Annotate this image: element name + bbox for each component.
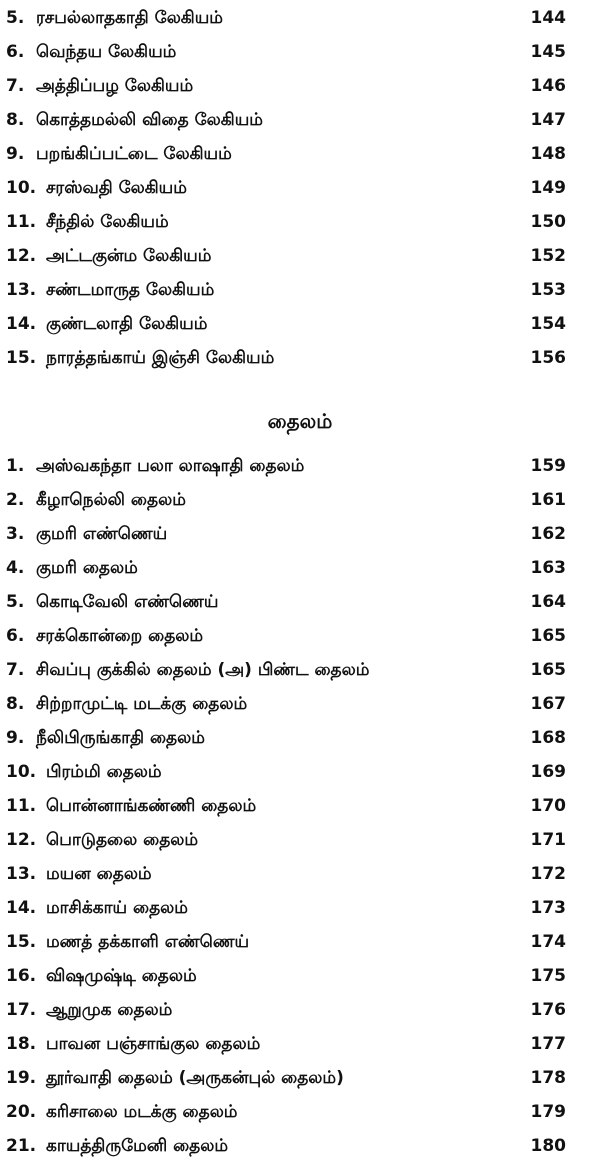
entry-number: 10. — [6, 762, 37, 782]
entry-page-number: 171 — [530, 830, 566, 850]
entry-number: 17. — [6, 1000, 37, 1020]
entry-number: 19. — [6, 1068, 37, 1088]
toc-entry — [0, 755, 600, 789]
toc-entry — [0, 925, 600, 959]
entry-number: 5. — [6, 8, 25, 28]
entry-number: 8. — [6, 694, 25, 714]
entry-number: 12. — [6, 246, 37, 266]
entry-title: வெந்தய லேகியம் — [36, 42, 177, 62]
entry-title: சரக்கொன்றை தைலம் — [36, 626, 204, 646]
entry-title: பொடுதலை தைலம் — [46, 830, 199, 850]
entry-title: பாவன பஞ்சாங்குல தைலம் — [46, 1034, 261, 1054]
entry-number: 21. — [6, 1136, 37, 1156]
entry-number: 9. — [6, 144, 25, 164]
entry-page-number: 174 — [530, 932, 566, 952]
entry-title: விஷமுஷ்டி தைலம் — [46, 966, 197, 986]
entry-number: 13. — [6, 280, 37, 300]
entry-title: சண்டமாருத லேகியம் — [46, 280, 215, 300]
toc-entry — [0, 69, 600, 103]
lehiyam-list — [0, 1, 600, 375]
entry-title: சீந்தில் லேகியம் — [46, 212, 169, 232]
entry-page-number: 164 — [530, 592, 566, 612]
entry-title: கரிசாலை மடக்கு தைலம் — [46, 1102, 238, 1122]
entry-page-number: 165 — [530, 626, 566, 646]
entry-number: 10. — [6, 178, 37, 198]
entry-page-number: 149 — [530, 178, 566, 198]
entry-title: கொத்தமல்லி விதை லேகியம் — [36, 110, 263, 130]
entry-title: குமரி எண்ணெய் — [36, 524, 168, 544]
entry-number: 14. — [6, 898, 37, 918]
entry-page-number: 175 — [530, 966, 566, 986]
entry-title: பொன்னாங்கண்ணி தைலம் — [46, 796, 257, 816]
entry-title: அஸ்வகந்தா பலா லாஷாதி தைலம் — [36, 456, 305, 476]
entry-number: 11. — [6, 212, 37, 232]
toc-entry — [0, 721, 600, 755]
entry-number: 6. — [6, 626, 25, 646]
entry-number: 2. — [6, 490, 25, 510]
toc-entry — [0, 137, 600, 171]
entry-page-number: 176 — [530, 1000, 566, 1020]
entry-title: சிவப்பு குக்கில் தைலம் (அ) பிண்ட தைலம் — [36, 660, 370, 680]
toc-entry — [0, 341, 600, 375]
entry-number: 11. — [6, 796, 37, 816]
entry-page-number: 150 — [530, 212, 566, 232]
entry-title: காயத்திருமேனி தைலம் — [46, 1136, 229, 1156]
toc-entry — [0, 789, 600, 823]
toc-entry — [0, 653, 600, 687]
toc-entry — [0, 1, 600, 35]
entry-number: 15. — [6, 348, 37, 368]
entry-number: 6. — [6, 42, 25, 62]
entry-title: பிரம்மி தைலம் — [46, 762, 162, 782]
toc-entry — [0, 1129, 600, 1163]
toc-entry — [0, 35, 600, 69]
entry-page-number: 180 — [530, 1136, 566, 1156]
entry-number: 5. — [6, 592, 25, 612]
entry-title: மணத் தக்காளி எண்ணெய் — [46, 932, 250, 952]
toc-entry — [0, 103, 600, 137]
entry-title: குமரி தைலம் — [36, 558, 138, 578]
toc-entry — [0, 959, 600, 993]
entry-number: 12. — [6, 830, 37, 850]
entry-number: 4. — [6, 558, 25, 578]
entry-title: நீலிபிருங்காதி தைலம் — [36, 728, 205, 748]
entry-title: பறங்கிப்பட்டை லேகியம் — [36, 144, 232, 164]
toc-entry — [0, 1095, 600, 1129]
entry-page-number: 148 — [530, 144, 566, 164]
toc-entry — [0, 449, 600, 483]
entry-page-number: 152 — [530, 246, 566, 266]
entry-number: 15. — [6, 932, 37, 952]
entry-number: 20. — [6, 1102, 37, 1122]
entry-number: 16. — [6, 966, 37, 986]
toc-entry — [0, 993, 600, 1027]
entry-page-number: 146 — [530, 76, 566, 96]
entry-number: 7. — [6, 76, 25, 96]
entry-number: 18. — [6, 1034, 37, 1054]
entry-page-number: 159 — [530, 456, 566, 476]
entry-page-number: 156 — [530, 348, 566, 368]
entry-number: 14. — [6, 314, 37, 334]
entry-title: ஆறுமுக தைலம் — [46, 1000, 173, 1020]
entry-page-number: 163 — [530, 558, 566, 578]
entry-page-number: 144 — [530, 8, 566, 28]
entry-page-number: 168 — [530, 728, 566, 748]
toc-entry — [0, 205, 600, 239]
entry-page-number: 169 — [530, 762, 566, 782]
section-heading: தைலம் — [267, 409, 333, 433]
toc-entry — [0, 891, 600, 925]
entry-number: 13. — [6, 864, 37, 884]
thailam-list — [0, 449, 600, 1163]
entry-page-number: 167 — [530, 694, 566, 714]
entry-page-number: 173 — [530, 898, 566, 918]
toc-entry — [0, 585, 600, 619]
toc-entry — [0, 551, 600, 585]
entry-page-number: 179 — [530, 1102, 566, 1122]
entry-title: குண்டலாதி லேகியம் — [46, 314, 208, 334]
entry-number: 3. — [6, 524, 25, 544]
entry-page-number: 153 — [530, 280, 566, 300]
entry-page-number: 172 — [530, 864, 566, 884]
entry-page-number: 147 — [530, 110, 566, 130]
entry-page-number: 178 — [530, 1068, 566, 1088]
toc-entry — [0, 273, 600, 307]
entry-title: மயன தைலம் — [46, 864, 152, 884]
entry-page-number: 170 — [530, 796, 566, 816]
toc-entry — [0, 687, 600, 721]
entry-title: அட்டகுன்ம லேகியம் — [46, 246, 212, 266]
toc-entry — [0, 239, 600, 273]
toc-entry — [0, 517, 600, 551]
entry-page-number: 165 — [530, 660, 566, 680]
entry-title: சிற்றாமுட்டி மடக்கு தைலம் — [36, 694, 248, 714]
entry-title: நாரத்தங்காய் இஞ்சி லேகியம் — [46, 348, 275, 368]
entry-page-number: 161 — [530, 490, 566, 510]
entry-title: சரஸ்வதி லேகியம் — [46, 178, 187, 198]
entry-title: தூர்வாதி தைலம் (அருகன்புல் தைலம்) — [46, 1068, 344, 1088]
toc-entry — [0, 1061, 600, 1095]
entry-number: 9. — [6, 728, 25, 748]
toc-entry — [0, 823, 600, 857]
entry-number: 1. — [6, 456, 25, 476]
toc-entry — [0, 483, 600, 517]
toc-entry — [0, 857, 600, 891]
entry-page-number: 154 — [530, 314, 566, 334]
entry-title: கீழாநெல்லி தைலம் — [36, 490, 186, 510]
entry-page-number: 145 — [530, 42, 566, 62]
entry-title: கொடிவேலி எண்ணெய் — [36, 592, 219, 612]
entry-title: அத்திப்பழ லேகியம் — [36, 76, 194, 96]
toc-entry — [0, 1027, 600, 1061]
toc-entry — [0, 307, 600, 341]
entry-title: ரசபல்லாதகாதி லேகியம் — [36, 8, 223, 28]
toc-entry — [0, 171, 600, 205]
toc-entry — [0, 619, 600, 653]
entry-number: 8. — [6, 110, 25, 130]
entry-title: மாசிக்காய் தைலம் — [46, 898, 188, 918]
entry-number: 7. — [6, 660, 25, 680]
entry-page-number: 162 — [530, 524, 566, 544]
entry-page-number: 177 — [530, 1034, 566, 1054]
